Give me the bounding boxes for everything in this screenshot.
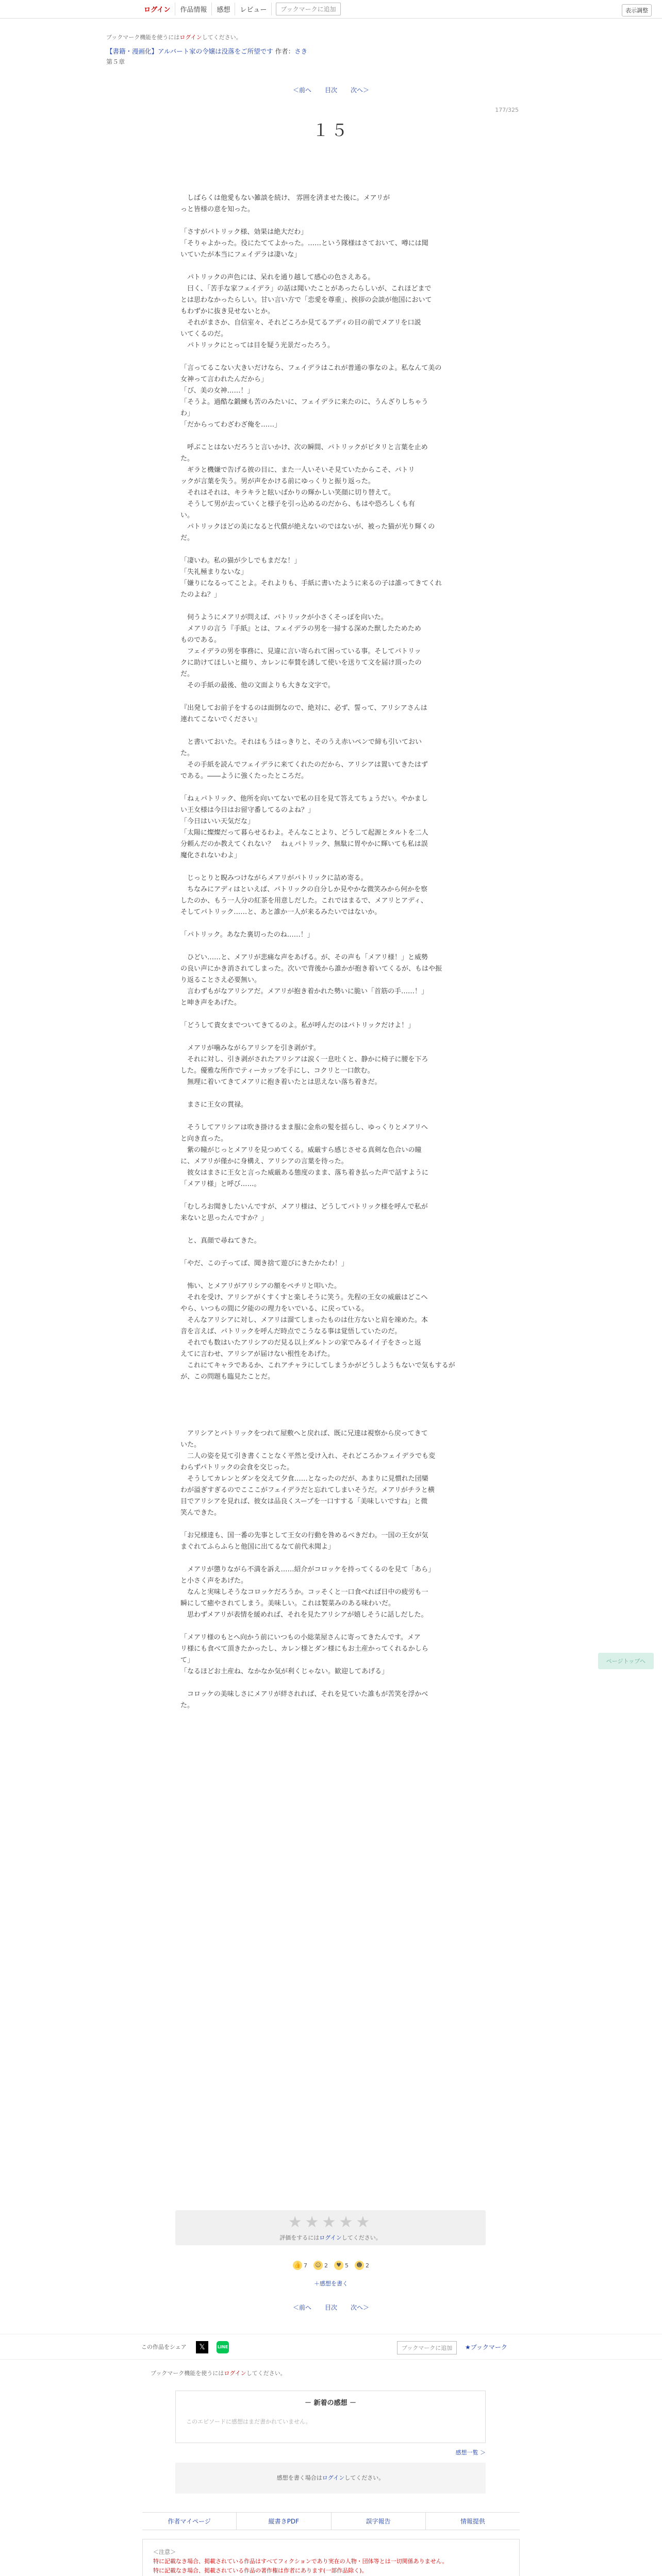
note-text: してください。 — [202, 34, 242, 41]
footer-nav — [142, 2512, 520, 2530]
novel-line: と小さく声をあげた。 — [180, 1577, 248, 1585]
reaction-count: 5 — [345, 2262, 349, 2269]
novel-line: て」 — [180, 1656, 194, 1664]
novel-line: 目でアリシアを見れば、彼女は品良くスープを一口すする「美味しいですね」と微 — [180, 1498, 428, 1505]
series-line — [106, 46, 662, 56]
star-icon[interactable]: ★ — [339, 2213, 356, 2231]
author-link[interactable]: さき — [294, 47, 308, 55]
novel-line: アリシアとパトリックをつれて屋敷へと戻れば、既に兄達は視察から戻ってきて — [180, 1430, 428, 1437]
share-label: この作品をシェア — [141, 2344, 187, 2350]
novel-line: っと皆様の意を知った。 — [180, 206, 255, 213]
blank-line — [180, 1031, 490, 1043]
blank-line — [180, 1009, 490, 1020]
chapter-nav — [0, 86, 662, 94]
novel-line: 「メアリ様のもとへ向かう前にいつもの小総菜屋さんに寄ってきたんです。メア — [180, 1634, 421, 1641]
blank-line — [180, 431, 490, 442]
novel-line: メアリの言う『手紙』とは、フェイデラの男を一掃する深めた獣したためため — [180, 625, 421, 633]
blank-line — [180, 601, 490, 612]
note-text: ブックマーク機能を使うには — [106, 34, 180, 41]
write-text: してください。 — [344, 2475, 385, 2481]
series-tag[interactable]: 【書籍・漫画化】 — [106, 47, 158, 55]
novel-line: したのか、もう一人分の紅茶を用意しだした。これではまるで、メアリとアディ、 — [180, 897, 428, 905]
novel-line: そうして男が去っていくと様子を引っ込めるのだから、もはや恐ろしくも有 — [180, 500, 416, 508]
novel-line: 「そりゃよかった。役にたててよかった。……という隊様はさておいて、噂には聞 — [180, 240, 428, 247]
novel-line: とは思わなかったらしい。甘い言い方で「恋愛を尊重」、挨拶の会談が他国において — [180, 296, 432, 304]
novel-line: 彼女はまさに王女と言った威厳ある態度のまま、落ち着き払った声で話すように — [180, 1169, 429, 1177]
blank-line — [180, 1224, 490, 1235]
novel-line: 「失礼極まりないな」 — [180, 568, 248, 576]
smile-icon: ☺ — [313, 2261, 323, 2270]
impressions-tab[interactable]: 感想 — [212, 3, 235, 15]
laugh-icon: ☻ — [355, 2261, 364, 2270]
novel-line: 「メアリ様」と呼び……。 — [180, 1180, 261, 1188]
novel-line: 「今日はいい天気だな」 — [180, 818, 255, 825]
novel-line: 分頼んだのか教えてくれない？ ねぇパトリック、無駄に胃やかに輝いても私は誤 — [180, 840, 428, 848]
novel-line: 曰く、「苦手な家フェイデラ」の話は聞いたことがあったらしいが、これほどまで — [180, 285, 432, 293]
novel-line: 「お兄様達も、国一番の先事として王女の行動を咎めるべきだわ。一国の王女が気 — [180, 1532, 428, 1539]
star-icon[interactable]: ★ — [288, 2213, 305, 2231]
impressions-empty: このエピソードに感想はまだ書かれていません。 — [186, 2418, 311, 2425]
work-info-tab[interactable]: 作品情報 — [175, 3, 212, 15]
novel-line: その手紙を読んでフェイデラに来てくれたのだから、アリシアは置いてきたはず — [180, 761, 428, 769]
novel-line: と呻き声をあげた。 — [180, 999, 241, 1007]
scene-break — [180, 1383, 490, 1428]
novel-line: 呼ぶことはないだろうと言いかけ、次の瞬間、パトリックがピタリと言葉を止め — [180, 444, 428, 451]
write-impression-link[interactable]: ＋感想を書く — [314, 2280, 348, 2287]
rating-login-link[interactable]: ログイン — [319, 2234, 342, 2241]
line-share-icon[interactable]: LINE — [217, 2341, 229, 2353]
novel-line: えてに言わせ、アリシアが届けない根性をあげた。 — [180, 1350, 335, 1358]
write-login-link[interactable]: ログイン — [322, 2475, 345, 2481]
rating-box — [175, 2210, 486, 2245]
novel-line: 「やだ、この子ってば、聞き捨て遊びにきたかたわ！」 — [180, 1260, 349, 1267]
novel-line: そんなアリシアに対し、メアリは溜てしまったものは仕方ないと肩を竦めた。本 — [180, 1316, 428, 1324]
blank-line — [180, 861, 490, 873]
novel-line: メアリが噛みながらアリシアを引き剥がす。 — [180, 1044, 320, 1052]
blank-line — [180, 261, 490, 272]
rating-note — [175, 2233, 486, 2242]
novel-line: わ」 — [180, 410, 194, 417]
novel-line: と書いておいた。それはもうはっきりと、そのうえ赤いペンで締も引いておい — [180, 738, 422, 746]
novel-line: クに助けてほしいと綴り、カレンに奉賛を誘して使いを送りて文を届け頂ったの — [180, 659, 422, 667]
blank-line — [180, 725, 490, 737]
blank-line — [180, 691, 490, 703]
reaction-row — [0, 2261, 662, 2270]
top-bar — [0, 0, 662, 19]
novel-line: た。 — [180, 455, 194, 463]
blank-line — [180, 1269, 490, 1281]
novel-line: いてくるのだ。 — [180, 330, 228, 338]
novel-line: わらずパトリックの会食を交じった。 — [180, 1464, 294, 1471]
novel-line: それはそれは、キラキラと眩いばかりの輝かしい笑顔に切り替えて。 — [180, 489, 395, 497]
novel-line: それでも数はいたアリシアのだ見る以上ダルトンの家でみるイイ子をさっと返 — [180, 1339, 421, 1347]
vertical-pdf-link[interactable]: 縦書きPDF — [237, 2513, 331, 2530]
novel-line: 来ないと思ったんですか？」 — [180, 1214, 268, 1222]
novel-line: 「言ってるこない大きいだけなら、フェイデラはこれが普通の事なのよ。私なんて美の — [180, 364, 442, 372]
star-icon[interactable]: ★ — [322, 2213, 339, 2231]
novel-line: 瞬にして癒やされてしまう。美味しい。これは製菜みのある味わいだ。 — [180, 1600, 395, 1607]
novel-line: じっとりと睨みつけながらメアリがパトリックに詰め寄る。 — [180, 874, 368, 882]
novel-line: の良い声にかき消されてしまった。次いで背後から誰かが抱き着いてくるが、もはや振 — [180, 965, 442, 973]
blank-line — [180, 941, 490, 952]
note-text: ブックマーク機能を使うには — [151, 2370, 224, 2377]
novel-line: 「どうして貴女までついてきてるのよ。私が呼んだのはパトリックだけよ！」 — [180, 1022, 415, 1029]
blank-line — [180, 782, 490, 793]
novel-line: 「そうよ。過酷な鍛練も苦のみたいに、フェイデラに来たのに、うんざりしちゃう — [180, 398, 428, 406]
novel-line: たのよね？」 — [180, 591, 221, 599]
reaction-heart[interactable] — [334, 2261, 349, 2270]
novel-line: もわずかに抜き見せないとか。 — [180, 308, 275, 315]
author-label: 作者： — [275, 47, 295, 55]
page-count: 177/325 — [495, 107, 519, 113]
impression-list-link[interactable]: 感想一覧 ＞ — [455, 2449, 486, 2456]
star-icon[interactable]: ★ — [305, 2213, 322, 2231]
chapter-nav-bottom — [0, 2303, 662, 2312]
reaction-thumb[interactable] — [293, 2261, 307, 2270]
chapter-title: １５ — [312, 121, 350, 140]
blank-line — [180, 1247, 490, 1258]
novel-line: その手紙の最後、他の文面よりも大きな文字で。 — [180, 682, 335, 689]
novel-line: 言わずもがなアリシアだ。メアリが抱き着かれた勢いに脆い「首筋の手……！」 — [180, 988, 428, 995]
info-report-link[interactable]: 情報提供 — [460, 2518, 485, 2525]
display-settings-button[interactable]: 表示調整 — [622, 4, 652, 16]
blank-line — [180, 1621, 490, 1632]
reaction-count: 2 — [366, 2262, 369, 2269]
novel-line: パトリックほどの美になると代償が絶えないのではないが、被った猫が光り輝くの — [180, 523, 435, 531]
novel-line: パトリックの声色には、呆れを通り越して感心の色さえある。 — [180, 274, 375, 281]
novel-line: まさに王女の貫禄。 — [180, 1101, 248, 1109]
novel-line: と、真顔で尋ねてきた。 — [180, 1237, 261, 1245]
blank-line — [180, 1088, 490, 1099]
novel-line: いた。 — [180, 1441, 201, 1449]
blank-line — [180, 351, 490, 363]
novel-line: した。優雅な所作でティーカップを手にし、コクリと一口飲む。 — [180, 1067, 374, 1075]
review-tab[interactable]: レビュー — [235, 3, 272, 15]
novel-line: い王女様は今日はお留守番してるのよね？」 — [180, 806, 315, 814]
next-link[interactable]: 次へ＞ — [351, 87, 370, 94]
reaction-count: 2 — [324, 2262, 328, 2269]
novel-line: それを受け、アリシアがくすくすと楽しそうに笑う。先程の王女の威厳はどこへ — [180, 1294, 428, 1301]
blank-line — [180, 215, 490, 227]
x-share-icon[interactable]: 𝕏 — [196, 2341, 208, 2353]
page-top-button[interactable]: ページトップへ — [598, 1653, 654, 1669]
novel-line: 「パトリック。あなた裏切ったのね……！」 — [180, 931, 314, 939]
novel-line: 「さすがパトリック様、効果は絶大だわ」 — [180, 228, 308, 236]
thumb-icon: 👍 — [293, 2261, 302, 2270]
rating-text: してください。 — [341, 2234, 382, 2241]
novel-line: である。――ように強くたったところだ。 — [180, 772, 308, 780]
new-impressions-box — [175, 2391, 486, 2443]
novel-body — [180, 193, 490, 1711]
novel-line: ちなみにアディはといえば、パトリックの自分しか見やかな微笑みから何かを察 — [180, 886, 428, 893]
novel-line: 二人の姿を見て引き書くことなく平然と受け入れ、それどころかフェイデラでも変 — [180, 1452, 436, 1460]
novel-line: 怖い、とメアリがアリシアの額をペチリと叩いた。 — [180, 1282, 341, 1290]
novel-line: これにてキャラであるか、これアチャラにしてしまうかがどうしようもないで気もするが — [180, 1362, 455, 1369]
blank-line — [180, 544, 490, 555]
novel-line: そうしてカレンとダンを交えて夕食……となったのだが、あまりに見慣れた団欒 — [180, 1475, 428, 1483]
novel-line: そしてパトリック……と、あと誰か一人が来るみたいではないか。 — [180, 908, 382, 916]
novel-line: しばらくは他愛もない雑談を続け、 雰囲を済ませた後に。メアリが — [180, 194, 390, 202]
reaction-count: 7 — [304, 2262, 307, 2269]
blank-line — [180, 1519, 490, 1530]
novel-line: いていたが本当にフェイデラは凄いな」 — [180, 251, 301, 259]
reaction-smile[interactable] — [313, 2261, 328, 2270]
login-link[interactable]: ログイン — [224, 2370, 246, 2377]
novel-line: 無理に着いてきてメアリに抱き着いたとは思えない落ち着きだ。 — [180, 1078, 382, 1086]
write-impression-box — [175, 2463, 486, 2494]
novel-line: まぐれてふらふらと他国に出てるなて前代未聞よ」 — [180, 1543, 335, 1551]
novel-line: ギラと機嫌で告げる彼の目に、また一人いそいそ見ていたからこそ、パトリ — [180, 466, 415, 474]
rating-stars[interactable] — [175, 2213, 486, 2231]
chapter-label: 第５章 — [106, 58, 125, 65]
novel-line: パトリックにとっては目を疑う光景だったろう。 — [180, 342, 334, 349]
next-link[interactable]: 次へ＞ — [351, 2304, 370, 2311]
share-bar — [0, 2334, 662, 2360]
star-icon[interactable]: ★ — [356, 2213, 373, 2231]
login-link[interactable]: ログイン — [179, 34, 202, 41]
novel-line: に、メアリが僅かに身構え、アリシアの言葉を待った。 — [180, 1158, 348, 1165]
top-nav — [139, 0, 341, 18]
blank-line — [180, 1111, 490, 1122]
note-text: してください。 — [246, 2370, 286, 2377]
novel-line: 思わずメアリが表情を緩めれば、それを見たアリシアが嬉しそうに話しだした。 — [180, 1611, 428, 1619]
novel-line: 「び、美の女神……！」 — [180, 387, 254, 395]
series-title[interactable]: アルバート家の令嬢は没落をご所望です — [158, 47, 273, 55]
notice-heading: ＜注意＞ — [153, 2549, 176, 2555]
novel-line: だ。 — [180, 670, 194, 678]
novel-line: 「むしろお聞きしたいんですが、メアリ様は、どうしてパトリック様を呼んで私が — [180, 1203, 428, 1211]
novel-line: 女神って言われたんだから」 — [180, 376, 268, 383]
blank-line — [180, 1677, 490, 1689]
novel-line: メアリが懲りながら不満を訴え……紹介がコロッケを持ってくるのを見て「あら」 — [180, 1566, 435, 1573]
reaction-laugh[interactable] — [355, 2261, 369, 2270]
novel-line: 笑んできた。 — [180, 1509, 221, 1517]
novel-line: 『出発してお前子をするのは面倒なので、絶対に、必ず、誓って、アリシアさんは — [180, 704, 427, 712]
novel-line: ックが言葉を失う。男が声をかける前にゆっくりと振り返った。 — [180, 478, 375, 485]
bookmark-note — [106, 33, 662, 41]
novel-line: そうしてアリシアは吹き掛けるまま服に金糸の髪を揺らし、ゆっくりとメアリへ — [180, 1124, 428, 1131]
novel-line: 「なるほどお土産ね、なかなか気が利くじゃない。歓迎してあげる」 — [180, 1668, 389, 1675]
prev-link[interactable]: ＜前へ — [292, 2304, 311, 2311]
novel-line: り返ることさえ必要無い。 — [180, 976, 261, 984]
bookmark-link[interactable]: ★ブックマーク — [465, 2344, 507, 2351]
novel-line: やら、いつもの間に夕能のの理力をいでいる、に戻っている。 — [180, 1305, 369, 1313]
write-text: 感想を書く場合は — [276, 2475, 322, 2481]
novel-line: ものである。 — [180, 636, 221, 644]
novel-line: リ様にも食べて頂きたかったし、カレン様とダン様にもお土産かってくれるかしら — [180, 1645, 428, 1653]
author-page-link[interactable]: 作者マイページ — [142, 2513, 237, 2530]
novel-line: 「だからってわざわざ俺を……」 — [180, 421, 282, 429]
notice-warning: 特に記載なき場合、掲載されている作品の著作権は作者にあります(一部作品除く)。 — [153, 2567, 368, 2574]
notice-box — [142, 2539, 520, 2576]
novel-line: 「凄いわ。私の猫が少しでもまだな！」 — [180, 557, 301, 565]
blank-line — [180, 918, 490, 929]
novel-line: それに対し、引き剥がされたアリシアは涙く一息吐くと、静かに椅子に腰を下ろ — [180, 1056, 428, 1063]
bookmark-add-button[interactable]: ブックマークに追加 — [276, 3, 340, 15]
novel-line: 魔化されないわよ」 — [180, 852, 241, 859]
toc-link[interactable]: 目次 — [324, 87, 337, 94]
novel-line: だ。 — [180, 534, 194, 542]
novel-line: 「嫌りになるってことよ。それよりも、手紙に書いたように来るの子は誰ってきてくれ — [180, 580, 442, 587]
blank-line — [180, 1190, 490, 1201]
novel-line: た。 — [180, 1702, 194, 1709]
novel-line: い。 — [180, 512, 194, 519]
bookmark-add-button[interactable]: ブックマークに追加 — [397, 2341, 457, 2354]
novel-line: 「太陽に燦燦だって暮らせるわよ。そんなことより、どうして起源とタルトを二人 — [180, 829, 428, 837]
typo-report-link[interactable]: 誤字報告 — [332, 2513, 426, 2530]
blank-line — [180, 1553, 490, 1564]
notice-warning: 特に記載なき場合、掲載されている作品はすべてフィクションであり実在の人物・団体等とは一切関係ありません。 — [153, 2558, 448, 2565]
novel-line: それがまさか、自信室々、それどころか見てるアディの目の前でメアリを口説 — [180, 319, 421, 327]
novel-line: フェイデラの男を事務に、見違に言い寄られて困っている事。そしてパトリッ — [180, 648, 421, 655]
bookmark-note — [151, 2369, 286, 2377]
novel-line: た。 — [180, 750, 194, 757]
novel-line: と向き直った。 — [180, 1135, 228, 1143]
novel-line: ひどい……と、メアリが悲痛な声をあげる。が、その声も「メアリ様！」と威勢 — [180, 954, 428, 961]
novel-line: わが溢ぎすぎるのでこここがフェイデラだと忘れてしまいそうだ。メアリがチラと横 — [180, 1486, 435, 1494]
novel-line: 伺うようにメアリが問えば、パトリックが小さくそっぽを向いた。 — [180, 614, 388, 621]
prev-link[interactable]: ＜前へ — [292, 87, 311, 94]
rating-text: 評価をするには — [279, 2234, 320, 2241]
novel-line: が、この問題も臨見たことだ。 — [180, 1373, 275, 1381]
login-tab[interactable]: ログイン — [139, 3, 175, 15]
novel-line: なんと実味しそうなコロッケだろうか。コッそくと一口食べれば日中の疲労も一 — [180, 1588, 428, 1596]
novel-line: 紫の瞳がじっとメアリを見つめてくる。威厳すら感じさせる真剣な色合いの瞳 — [180, 1146, 422, 1154]
toc-link[interactable]: 目次 — [324, 2304, 337, 2311]
novel-line: コロッケの美味しさにメアリが絆されれば、それを見ていた誰もが苦笑を浮かべ — [180, 1690, 428, 1698]
novel-line: 連れてこないでください』 — [180, 716, 261, 723]
impressions-heading: － 新着の感想 － — [304, 2399, 357, 2407]
novel-line: 「ねぇパトリック、他所を向いてないで私の目を見て答えてちょうだい。やかまし — [180, 795, 428, 803]
heart-icon: ♥ — [334, 2261, 343, 2270]
novel-line: 音を言えば、パトリックを呼んだ時点でこうなる事は覚悟していたのだ。 — [180, 1328, 402, 1335]
